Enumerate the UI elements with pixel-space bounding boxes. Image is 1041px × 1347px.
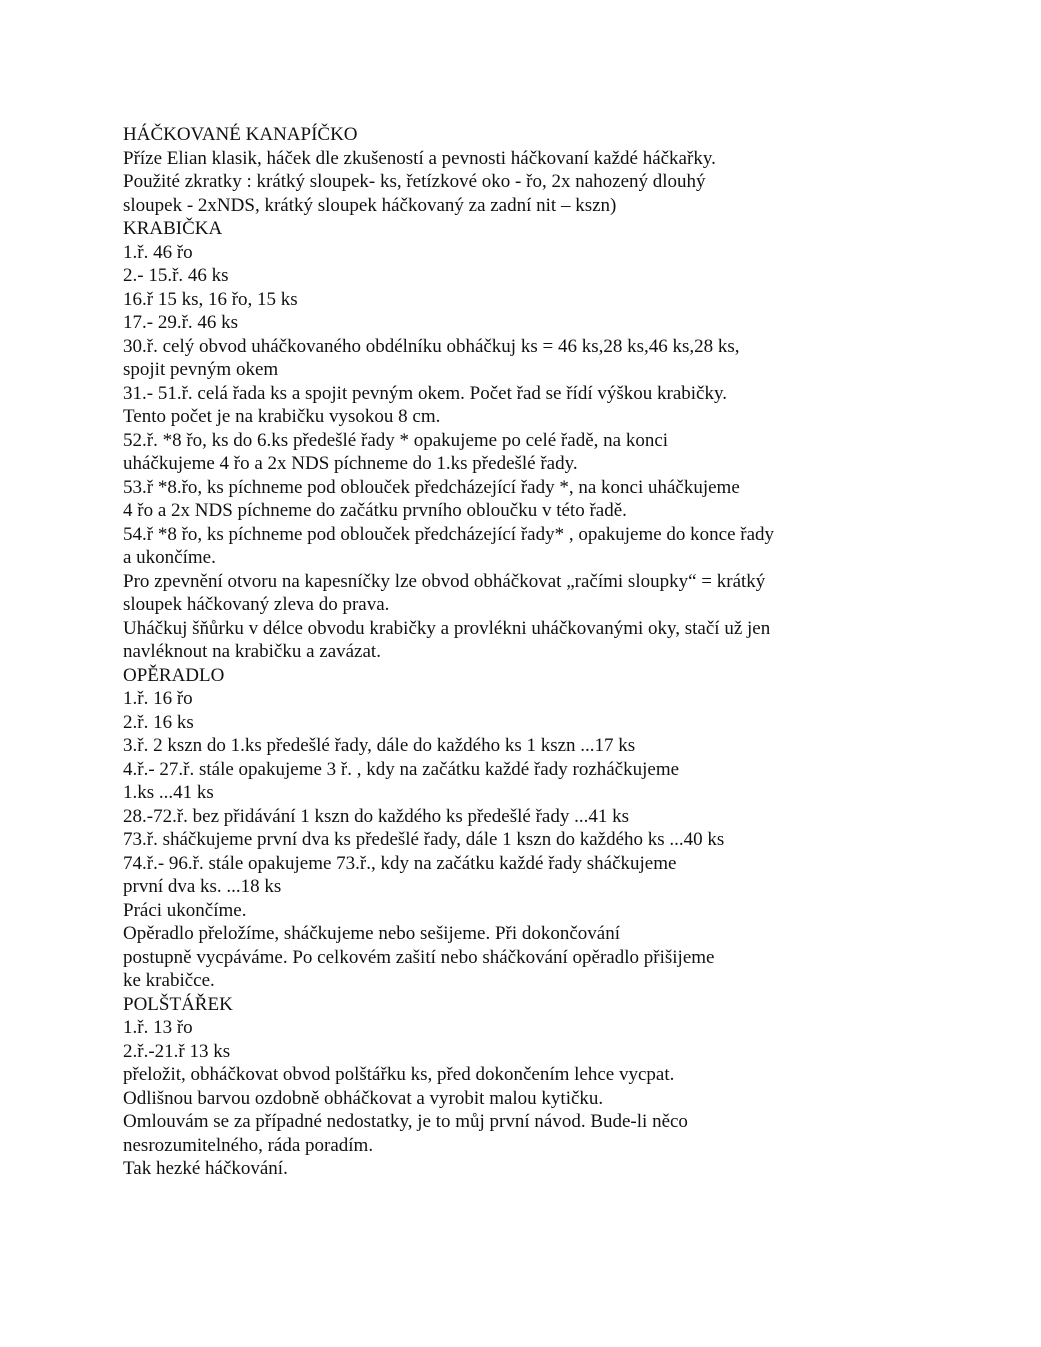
text-line: nesrozumitelného, ráda poradím. — [123, 1134, 374, 1156]
text-line: 1.ř. 13 řo — [123, 1017, 193, 1038]
text-line: 2.ř.-21.ř 13 ks — [123, 1040, 231, 1062]
text-line: Opěradlo přeložíme, sháčkujeme nebo sešijeme. Při dokončování — [123, 923, 621, 944]
text-line: 52.ř. *8 řo, ks do 6.ks předešlé řady * opakujeme po celé řadě, na konci — [123, 429, 669, 451]
text-line: 30.ř. celý obvod uháčkovaného obdélníku obháčkuj ks = 46 ks,28 ks,46 ks,28 ks, — [123, 335, 740, 357]
text-line: Odlišnou barvou ozdobně obháčkovat a vyrobit malou kytičku. — [123, 1087, 604, 1109]
section-heading: HÁČKOVANÉ KANAPÍČKO — [123, 124, 358, 145]
text-line: sloupek - 2xNDS, krátký sloupek háčkovaný za zadní nit – kszn) — [123, 194, 617, 216]
text-line: 1.ř. 16 řo — [123, 688, 193, 709]
text-line: ke krabičce. — [123, 970, 215, 991]
text-line: Tak hezké háčkování. — [123, 1158, 288, 1179]
text-line: 4.ř.- 27.ř. stále opakujeme 3 ř. , kdy na začátku každé řady rozháčkujeme — [123, 758, 680, 780]
document-text — [123, 123, 843, 1181]
text-line: 2.- 15.ř. 46 ks — [123, 265, 229, 286]
text-line: 17.- 29.ř. 46 ks — [123, 312, 239, 333]
text-line: Práci ukončíme. — [123, 899, 247, 921]
text-line: 2.ř. 16 ks — [123, 711, 194, 733]
text-line: Použité zkratky : krátký sloupek- ks, řetízkové oko - řo, 2x nahozený dlouhý — [123, 171, 706, 192]
text-line: přeložit, obháčkovat obvod polštářku ks, před dokončením lehce vycpat. — [123, 1064, 675, 1085]
text-line: 16.ř 15 ks, 16 řo, 15 ks — [123, 288, 298, 310]
text-line: 28.-72.ř. bez přidávání 1 kszn do každého ks předešlé řady ...41 ks — [123, 805, 629, 827]
text-line: spojit pevným okem — [123, 359, 279, 380]
text-line: první dva ks. ...18 ks — [123, 876, 282, 897]
text-line: a ukončíme. — [123, 547, 216, 568]
text-line: 1.ř. 46 řo — [123, 241, 193, 263]
text-line: 31.- 51.ř. celá řada ks a spojit pevným okem. Počet řad se řídí výškou krabičky. — [123, 382, 727, 404]
text-line: 74.ř.- 96.ř. stále opakujeme 73.ř., kdy na začátku každé řady sháčkujeme — [123, 852, 677, 874]
text-line: Omlouvám se za případné nedostatky, je to můj první návod. Bude-li něco — [123, 1111, 688, 1132]
text-line: Tento počet je na krabičku vysokou 8 cm. — [123, 406, 441, 427]
text-line: postupně vycpáváme. Po celkovém zašití nebo sháčkování opěradlo přišijeme — [123, 946, 715, 968]
text-line: sloupek háčkovaný zleva do prava. — [123, 594, 390, 615]
text-line: 54.ř *8 řo, ks píchneme pod oblouček předcházející řady* , opakujeme do konce řady — [123, 523, 775, 545]
text-line: Příze Elian klasik, háček dle zkušeností a pevnosti háčkovaní každé háčkařky. — [123, 147, 716, 169]
text-line: 73.ř. sháčkujeme první dva ks předešlé řady, dále 1 kszn do každého ks ...40 ks — [123, 829, 725, 850]
text-line: 53.ř *8.řo, ks píchneme pod oblouček předcházející řady *, na konci uháčkujeme — [123, 476, 740, 498]
text-line: Uháčkuj šňůrku v délce obvodu krabičky a provlékni uháčkovanými oky, stačí už jen — [123, 617, 771, 639]
text-line: 1.ks ...41 ks — [123, 782, 214, 803]
section-heading: OPĚRADLO — [123, 664, 225, 686]
text-line: 4 řo a 2x NDS píchneme do začátku prvního obloučku v této řadě. — [123, 500, 627, 521]
section-heading: POLŠTÁŘEK — [123, 993, 233, 1015]
text-line: 3.ř. 2 kszn do 1.ks předešlé řady, dále do každého ks 1 kszn ...17 ks — [123, 735, 636, 756]
text-line: navléknout na krabičku a zavázat. — [123, 641, 381, 662]
text-line: Pro zpevnění otvoru na kapesníčky lze obvod obháčkovat „račími sloupky“ = krátký — [123, 570, 766, 592]
text-line: uháčkujeme 4 řo a 2x NDS píchneme do 1.ks předešlé řady. — [123, 453, 578, 474]
section-heading: KRABIČKA — [123, 218, 223, 239]
